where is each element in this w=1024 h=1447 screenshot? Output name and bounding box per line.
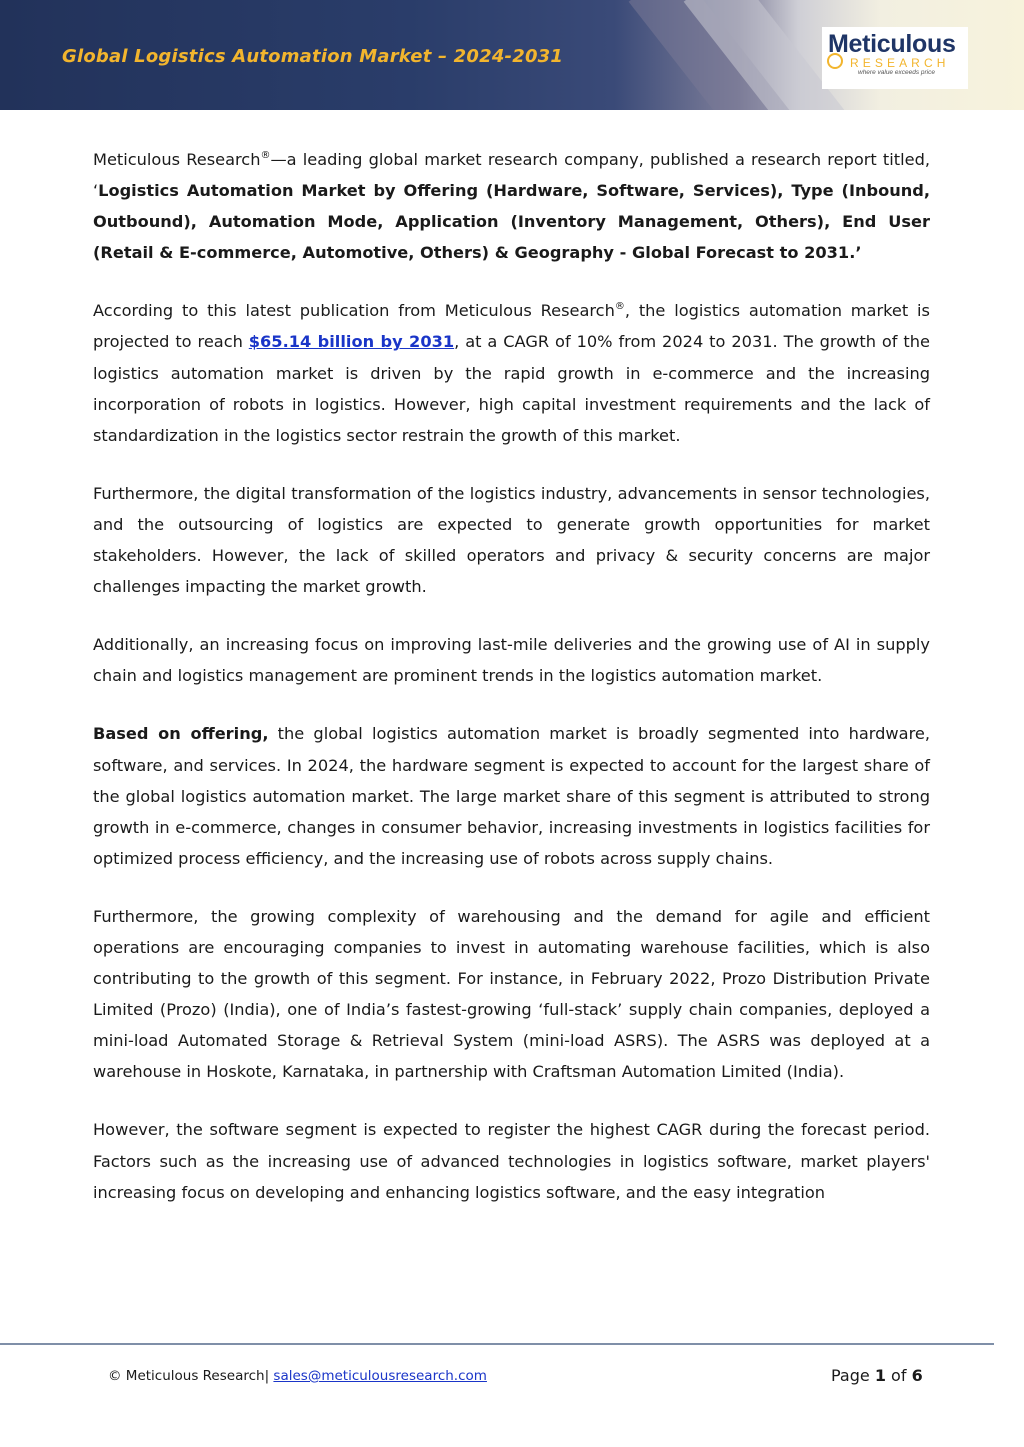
registered-mark: ® xyxy=(614,301,625,313)
logo-tagline: where value exceeds price xyxy=(858,69,935,76)
logo-subtitle: RESEARCH xyxy=(850,56,950,70)
footer-divider xyxy=(0,1343,994,1345)
report-full-title: Logistics Automation Market by Offering (Hardware, Software, Services), Type (Inbound, Outbound), Automation Mode, Application (Inventory Management, Others), End User (Retail & E-commerce, Automotive, Others) & Geography - Global Forecast to 2031.’ xyxy=(93,181,930,263)
trends-paragraph: Additionally, an increasing focus on improving last-mile deliveries and the growing use of AI in supply chain and logistics management are prominent trends in the logistics automation market. xyxy=(93,635,930,686)
page-indicator xyxy=(831,1366,923,1385)
text-run: According to this latest publication from Meticulous Research xyxy=(93,301,615,321)
market-value-link[interactable]: $65.14 billion by 2031 xyxy=(248,332,455,352)
footer-contact xyxy=(108,1368,487,1384)
text-run: Meticulous Research xyxy=(93,150,261,169)
offering-heading: Based on offering, xyxy=(93,724,269,744)
current-page-number: 1 xyxy=(874,1366,886,1385)
software-paragraph: However, the software segment is expected to register the highest CAGR during the forecast period. Factors such as the increasing use of advanced technologies in logistics software, market players' increasing focus on developing and enhancing logistics software, and the easy integration xyxy=(93,1120,930,1202)
footer-copyright: © Meticulous Research| xyxy=(108,1368,274,1384)
opportunities-paragraph: Furthermore, the digital transformation of the logistics industry, advancements in sensor technologies, and the outsourcing of logistics are expected to generate growth opportunities for market stakeholders. However, the lack of skilled operators and privacy & security concerns are major challenges impacting the market growth. xyxy=(93,483,930,597)
page-header-banner xyxy=(0,0,1024,110)
report-body xyxy=(93,144,930,1235)
registered-mark: ® xyxy=(260,150,271,161)
market-size-paragraph xyxy=(93,295,930,450)
footer-email-link[interactable]: sales@meticulousresearch.com xyxy=(273,1368,487,1384)
page-of-label: of xyxy=(885,1366,912,1385)
offering-paragraph xyxy=(93,718,930,873)
warehousing-paragraph: Furthermore, the growing complexity of warehousing and the demand for agile and efficient operations are encouraging companies to invest in automating warehouse facilities, which is also contributing to the growth of this segment. For instance, in February 2022, Prozo Distribution Private Limited (Prozo) (India), one of India’s fastest-growing ‘full-stack’ supply chain companies, deployed a mini-load Automated Storage & Retrieval System (mini-load ASRS). The ASRS was deployed at a warehouse in Hoskote, Karnataka, in partnership with Craftsman Automation Limited (India). xyxy=(93,906,930,1082)
text-run: the global logistics automation market is broadly segmented into hardware, software, and services. In 2024, the hardware segment is expected to account for the largest share of the global logistics automation market. The large market share of this segment is attributed to strong growth in e-commerce, changes in consumer behavior, increasing investments in logistics facilities for optimized process efficiency, and the increasing use of robots across supply chains. xyxy=(93,724,930,868)
meticulous-research-logo xyxy=(822,27,968,89)
logo-wordmark: Meticulous xyxy=(828,30,956,58)
intro-paragraph xyxy=(93,144,930,268)
total-pages-number: 6 xyxy=(911,1366,923,1385)
text-run: —a leading global market research company, published a research report titled, ‘ xyxy=(93,150,930,201)
text-run: , at a CAGR of 10% from 2024 to 2031. The growth of the logistics automation market is driven by the rapid growth in e-commerce and the increasing incorporation of robots in logistics. However, high capital investment requirements and the lack of standardization in the logistics sector restrain the growth of this market. xyxy=(93,332,930,445)
magnifier-icon xyxy=(827,53,843,69)
text-run: , the logistics automation market is projected to reach xyxy=(93,301,930,352)
report-title: Global Logistics Automation Market – 2024-2031 xyxy=(62,46,564,67)
page-label: Page xyxy=(831,1366,875,1385)
